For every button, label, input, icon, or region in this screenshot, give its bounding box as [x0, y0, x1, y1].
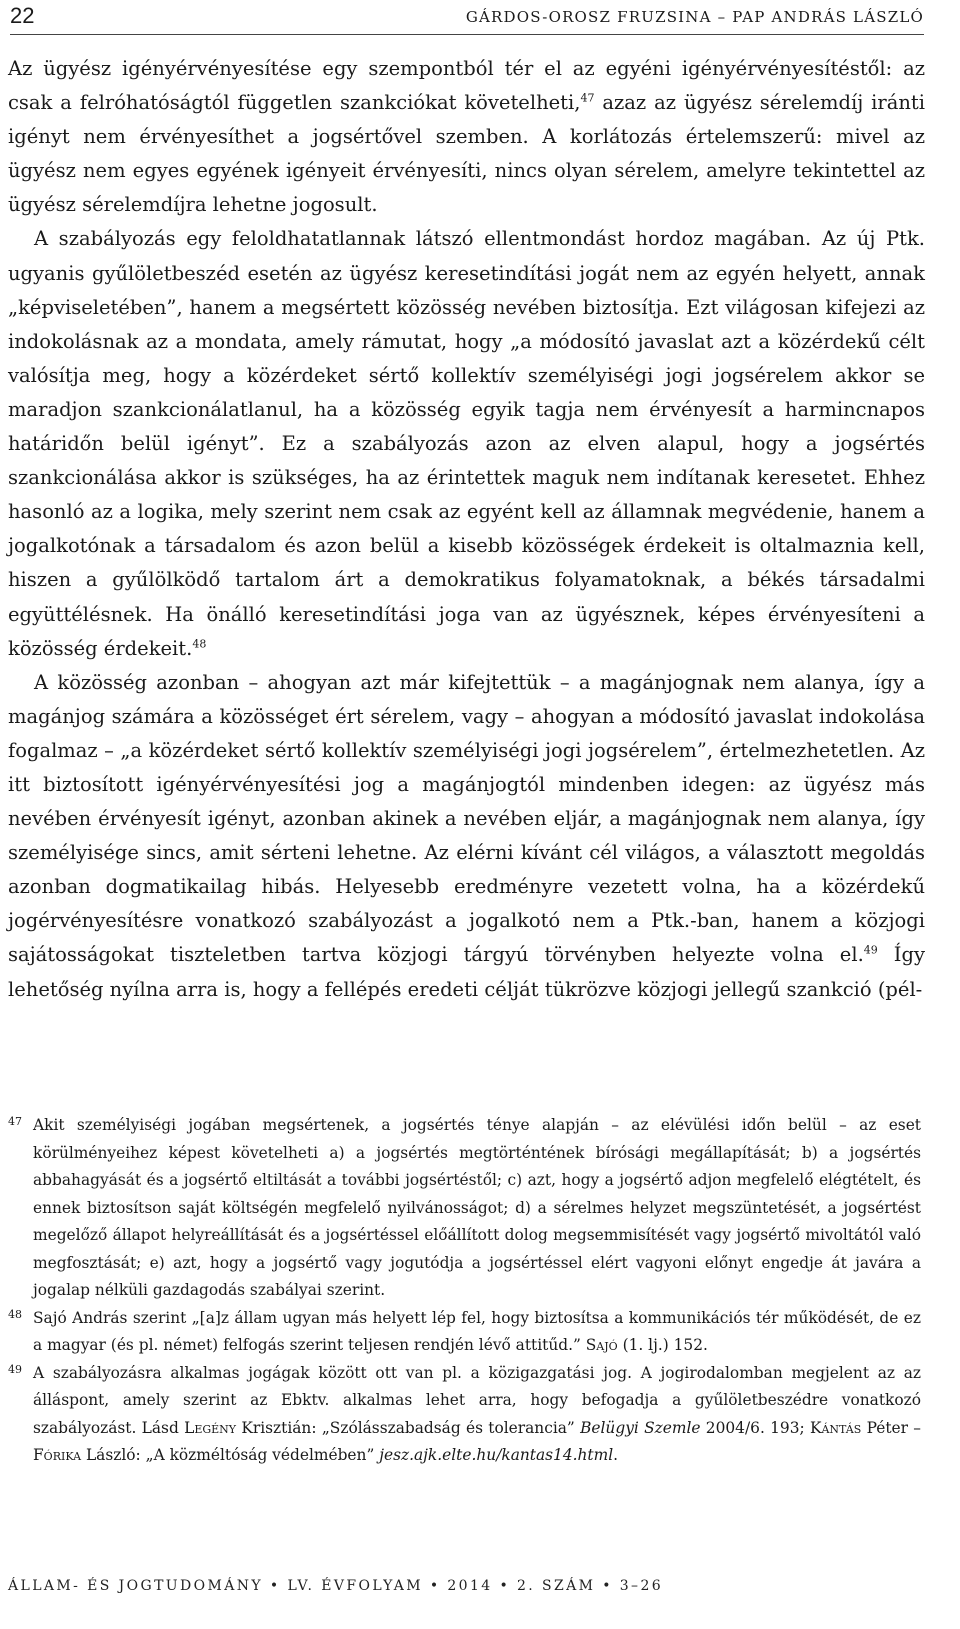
source-url[interactable]: jesz.ajk.elte.hu/kantas14.html — [379, 1446, 614, 1464]
footnote-text: Akit személyiségi jogában megsértenek, a jogsértés ténye alapján – az elévülési időn belül – az eset körülményeihez képest követelheti a) a jogsértés megtörténtének bírósági megállapítását; b) a jogsértés abbahagyását és a jogsértő eltiltását a további jogsértéstől; c) azt, hogy a jogsértő adjon megfelelő elégtételt, és ennek biztosítson saját költségén megfelelő nyilvánosságot; d) a sérelmes helyzet megszüntetését, a jogsértést megelőző állapot helyreállítását és a jogsértéssel előállított dolog megsemmisítését vagy jogsértő mivoltától való megfosztását; e) azt, hogy a jogsértő vagy jogutódja a jogsértéssel elért vagyoni előnyt engedje át javára a jogalap nélküli gazdagodás szabályai szerint. — [33, 1116, 921, 1299]
page-number: 22 — [10, 3, 35, 28]
author-name: Sajó — [585, 1336, 618, 1354]
footer-year: 2014 — [447, 1578, 493, 1594]
journal-title: Belügyi Szemle — [580, 1418, 701, 1437]
footnote-text: Péter – — [861, 1418, 921, 1437]
footnote-ref-48[interactable]: 48 — [192, 637, 207, 651]
footnote-text: 2004/6. 193; — [700, 1418, 810, 1437]
footnote-48 — [8, 1305, 921, 1360]
paragraph-1-text-b: azaz az ügyész sérelemdíj iránti igényt nem érvényesíthet a jogsértővel szemben. A korlátozás értelemszerű: mivel az ügyész nem egyes egyének igényeit érvényesíti, nincs olyan sérelem, amelyre tekintettel az ügyész sérelemdíjra lehetne jogosult. — [8, 91, 925, 217]
footnote-text: László: „A közméltóság védelmében” — [81, 1446, 380, 1464]
page-header — [10, 2, 924, 35]
footnote-ref-49[interactable]: 49 — [863, 943, 878, 957]
author-name: Fórika — [33, 1446, 82, 1464]
author-name: Legény — [184, 1418, 237, 1437]
paragraph-2-text: A szabályozás egy feloldhatatlannak látszó ellentmondást hordoz magában. Az új Ptk. ugyanis gyűlöletbeszéd esetén az ügyész keresetindítási jogát nem az egyén helyett, annak „képviseletében”, hanem a megsértett közösség nevében biztosítja. Ezt világosan kifejezi az indokolásnak az a mondata, amely rámutat, hogy „a módosító javaslat azt a közérdekű célt valósítja meg, hogy a közérdeket sértő kollektív személyiségi jogi jogsérelem akkor se maradjon szankcionálatlanul, ha a közösség egyik tagja nem érvényesít a harmincnapos határidőn belül igényt”. Ez a szabályozás azon az elven alapul, hogy a jogsértés szankcionálása akkor is szükséges, ha az érintettek maguk nem indítanak keresetet. Ehhez hasonló az a logika, mely szerint nem csak az egyént kell az államnak megvédenie, hanem a jogalkotónak a társadalom és azon belül a kisebb közösségek érdekeit is oltalmaznia kell, hiszen a gyűlölködő tartalom árt a demokratikus folyamatoknak, a békés társadalmi együttélésnek. Ha önálló keresetindítási joga van az ügyésznek, képes érvényesíteni a közösség érdekeit. — [8, 227, 925, 660]
footer-journal: ÁLLAM- ÉS JOGTUDOMÁNY — [8, 1578, 264, 1594]
footnote-text: . — [613, 1446, 619, 1464]
body-text — [8, 52, 925, 1007]
footnote-47 — [8, 1112, 921, 1305]
footnotes — [8, 1112, 921, 1470]
paragraph-2 — [8, 222, 925, 665]
footer-pages: 3–26 — [619, 1578, 664, 1594]
paragraph-3-text-a: A közösség azonban – ahogyan azt már kifejtettük – a magánjognak nem alanya, így a magánjog számára a közösséget ért sérelem, vagy – ahogyan a módosító javaslat indokolása fogalmaz – „a közérdeket sértő kollektív személyiségi jogi jogsérelem”, értelmezhetetlen. Az itt biztosított igényérvényesítési jog a magánjogtól mindenben idegen: az ügyész más nevében érvényesít igényt, azonban akinek a nevében eljár, a magánjognak nem alanya, így személyisége sincs, amit sérteni lehetne. Az elérni kívánt cél világos, a választott megoldás azonban dogmatikailag hibás. Helyesebb eredményre vezetett volna, ha a közérdekű jogérvényesítésre vonatkozó szabályozást a jogalkotó nem a Ptk.-ban, hanem a közjogi sajátosságokat tiszteletben tartva közjogi tárgyú törvényben helyezte volna el. — [8, 670, 925, 967]
footnote-49 — [8, 1360, 921, 1470]
footnote-number: 49 — [8, 1362, 22, 1376]
footnote-text: Krisztián: „Szólásszabadság és tolerancia” — [236, 1418, 581, 1437]
bullet-separator: • — [602, 1578, 613, 1594]
paragraph-1-text-a: Az ügyész igényérvényesítése egy szempontból tér el az egyéni igényérvényesítéstől: az csak a felróhatóságtól független szankciókat követelheti, — [8, 57, 925, 115]
bullet-separator: • — [269, 1578, 281, 1594]
author-name: Kántás — [809, 1418, 862, 1437]
paragraph-3-text-b: Így lehetőség nyílna arra is, hogy a fellépés eredeti célját tükrözve közjogi jellegű szankció (pél- — [8, 943, 925, 1001]
bullet-separator: • — [499, 1578, 511, 1594]
running-title: GÁRDOS-OROSZ FRUZSINA – PAP ANDRÁS LÁSZLÓ — [465, 8, 924, 26]
footnote-text: (1. lj.) 152. — [617, 1336, 708, 1354]
footer-volume: LV. ÉVFOLYAM — [287, 1578, 423, 1594]
bullet-separator: • — [429, 1578, 441, 1594]
footnote-number: 47 — [8, 1115, 22, 1128]
paragraph-1 — [8, 52, 925, 222]
footnote-text: Sajó András szerint „[a]z állam ugyan más helyett lép fel, hogy biztosítsa a kommunikációs tér működését, de ez a magyar (és pl. német) felfogás szerint teljesen rendjén lévő attitűd.” — [33, 1308, 921, 1354]
footer-issue: 2. SZÁM — [516, 1578, 596, 1594]
paragraph-3 — [8, 666, 925, 1007]
footnote-number: 48 — [8, 1307, 22, 1321]
footnote-ref-47[interactable]: 47 — [580, 91, 595, 105]
page-footer — [8, 1578, 663, 1594]
footnote-text: A szabályozásra alkalmas jogágak között ott van pl. a közigazgatási jog. A jogirodalomban megjelent az az álláspont, amely szerint az Ebktv. alkalmas lehet arra, hogy befogadja a gyűlöletbeszédre vonatkozó szabályozást. Lásd — [33, 1363, 921, 1437]
